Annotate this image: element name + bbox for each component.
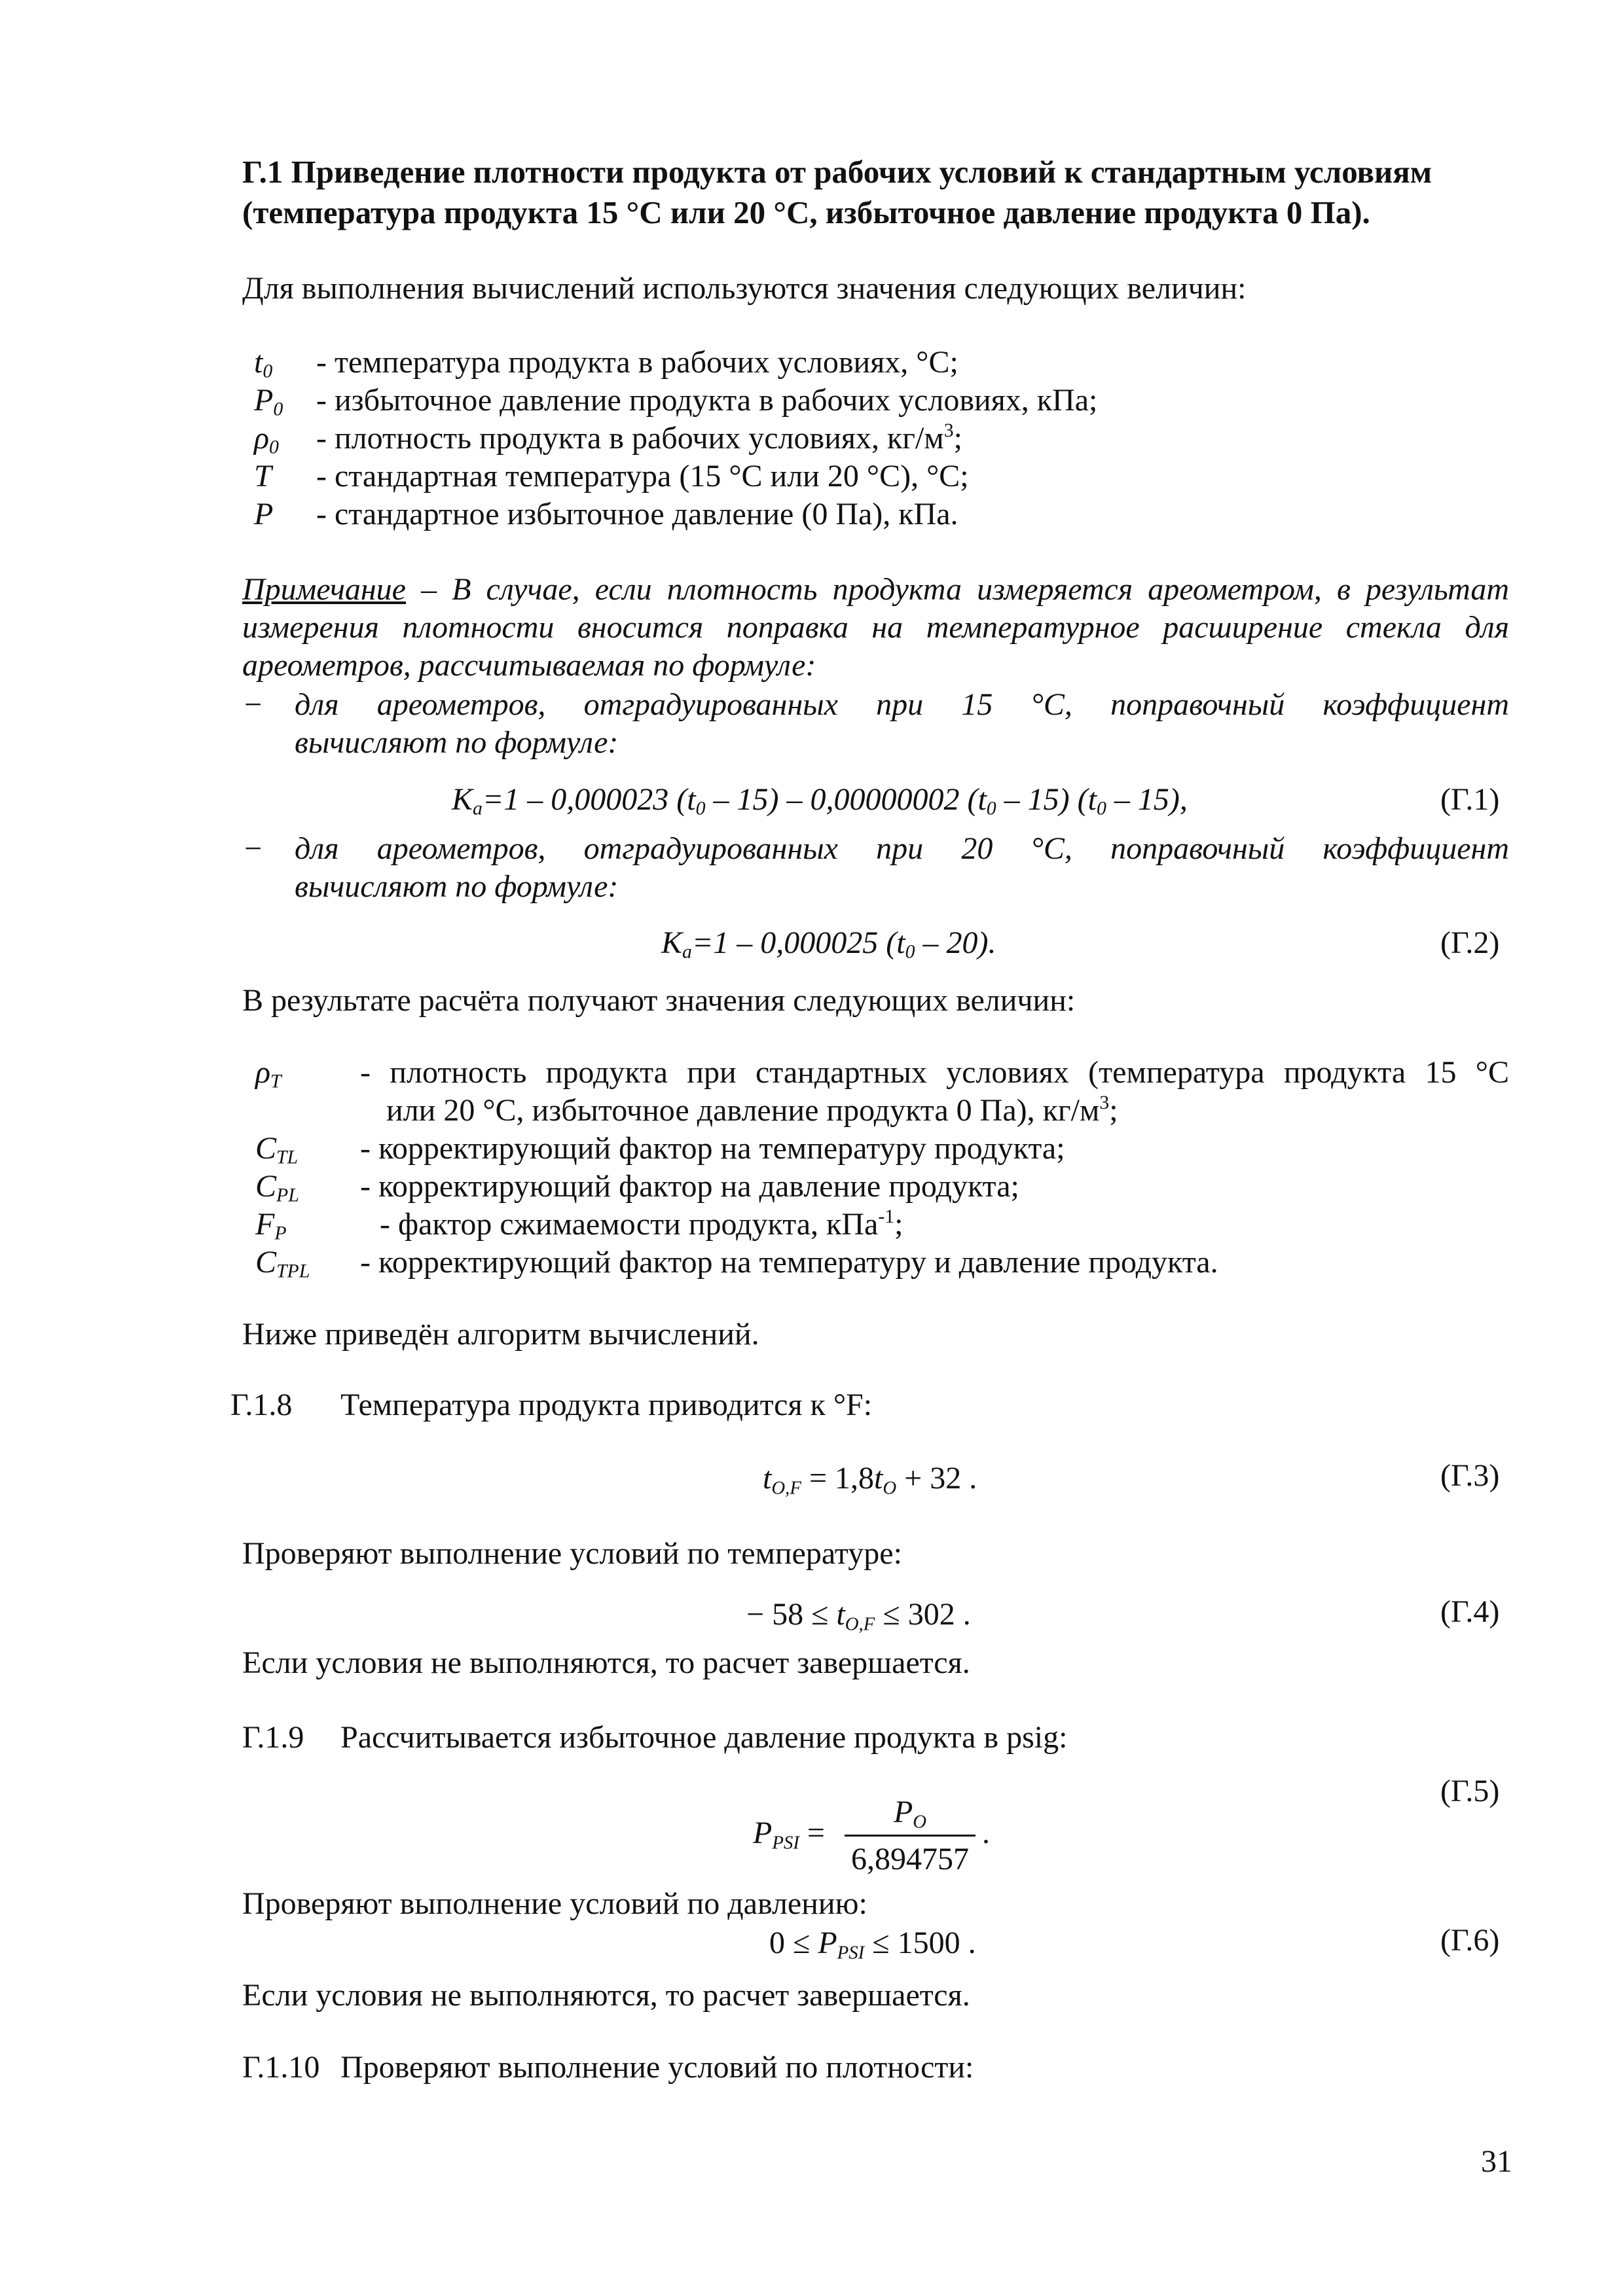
symbol-description: - плотность продукта в рабочих условиях, $кг/м^3$; [316, 420, 962, 456]
equation-g3: $t_{O,F} = 1,8t_O + 32$ . [763, 1461, 977, 1499]
equation-number: (Г.4) [1440, 1594, 1500, 1629]
bullet-2-line-2: вычисляют по формуле: [295, 869, 619, 904]
result-symbol-ctpl: $C_{TPL}$ [255, 1245, 310, 1282]
equation-number: (Г.3) [1440, 1458, 1500, 1493]
symbol-description: - температура продукта в рабочих условиях, °С; [316, 345, 958, 380]
note-label: Примечание [242, 572, 406, 607]
equation-g5-lhs: $P_{PSI}$ = [753, 1816, 825, 1854]
symbol: P [254, 497, 274, 531]
input-row-p0 [254, 382, 1498, 420]
result-symbol-rhoT: $\rho_T$ [255, 1055, 282, 1092]
fail-text-1: Если условия не выполняются, то расчет завершается. [242, 1645, 970, 1680]
algorithm-intro: Ниже приведён алгоритм вычислений. [242, 1317, 759, 1352]
note-paragraph [242, 571, 1509, 685]
section-number-g19: Г.1.9 [242, 1720, 304, 1755]
section-number-g110: Г.1.10 [242, 2050, 320, 2085]
check-temperature-text: Проверяют выполнение условий по температуре: [242, 1536, 902, 1571]
section-text-g18: Температура продукта приводится к °F: [340, 1388, 873, 1422]
fraction-numerator: $P_O$ [845, 1793, 976, 1837]
bullet-1-line-2: вычисляют по формуле: [295, 725, 619, 760]
symbol: $\rho_0$ [254, 421, 279, 458]
equation-number: (Г.5) [1440, 1774, 1500, 1808]
input-row-t0 [254, 344, 1498, 382]
result-symbol-ctl: $C_{TL}$ [255, 1131, 299, 1168]
equation-g6: $0 \le P_{PSI} \le 1500$ . [769, 1926, 976, 1964]
equation-g5-dot: . [982, 1816, 990, 1850]
symbol: $t_0$ [254, 345, 273, 382]
equation-g2: $K_a=1 - 0,000025$ $(t_0 - 20)$. [661, 925, 996, 963]
note-text: – В случае, если плотность продукта измеряется ареометром, в результат измерения плотности вносится поправка на температурное расширение стекла для ареометров, рассчитываемая по формуле: [242, 572, 1509, 683]
equation-number: (Г.1) [1440, 782, 1500, 817]
result-desc-fp: - фактор сжимаемости продукта, кПа$^{-1}$; [380, 1206, 903, 1242]
result-symbol-fp: $F_P$ [255, 1207, 287, 1244]
symbol-description: - стандартное избыточное давление (0 Па), кПа. [316, 497, 958, 531]
section-heading [242, 152, 1509, 233]
result-desc-rhoT-line-1: - плотность продукта при стандартных условиях (температура продукта 15 °С [360, 1055, 1509, 1090]
symbol: $P_0$ [254, 383, 283, 420]
equation-g1: $K_a=1 - 0,000023$ $(t_0 - 15) - 0,00000002$ $(t_0 - 15)$ $(t_0 - 15)$, [452, 782, 1188, 819]
result-desc-ctl: - корректирующий фактор на температуру продукта; [360, 1131, 1065, 1166]
input-row-P [254, 495, 1498, 533]
fraction-denominator: 6,894757 [851, 1842, 969, 1877]
input-row-T [254, 457, 1498, 495]
fail-text-2: Если условия не выполняются, то расчет завершается. [242, 1978, 970, 2013]
symbol: T [254, 459, 272, 493]
symbol-description: - избыточное давление продукта в рабочих условиях, кПа; [316, 383, 1098, 418]
check-pressure-text: Проверяют выполнение условий по давлению: [242, 1886, 867, 1921]
section-text-g19: Рассчитывается избыточное давление продукта в psig: [340, 1720, 1068, 1755]
heading-line-1: Г.1 Приведение плотности продукта от рабочих условий к стандартным условиям [242, 154, 1432, 190]
bullet-dash: − [242, 687, 264, 722]
result-desc-ctpl: - корректирующий фактор на температуру и давление продукта. [360, 1245, 1218, 1280]
result-symbol-cpl: $C_{PL}$ [255, 1169, 299, 1206]
equation-number: (Г.6) [1440, 1923, 1500, 1958]
symbol-description: - стандартная температура (15 °С или 20 °С), °С; [316, 459, 969, 493]
bullet-dash: − [242, 831, 264, 866]
section-text-g110: Проверяют выполнение условий по плотности: [340, 2050, 974, 2085]
result-desc-cpl: - корректирующий фактор на давление продукта; [360, 1169, 1019, 1204]
section-number-g18: Г.1.8 [230, 1388, 293, 1422]
bullet-2-line-1: для ареометров, отградуированных при 20 °С, поправочный коэффициент [295, 831, 1509, 866]
intro-text: Для выполнения вычислений используются значения следующих величин: [242, 271, 1247, 306]
page-number: 31 [1481, 2144, 1512, 2179]
heading-line-2: (температура продукта 15 °С или 20 °С, избыточное давление продукта 0 Па). [242, 194, 1370, 230]
equation-g4: − $58 \le t_{O,F} \le 302$ . [746, 1597, 971, 1635]
equation-number: (Г.2) [1440, 925, 1500, 960]
input-row-rho0 [254, 420, 1498, 457]
equation-g5-fraction [845, 1793, 976, 1878]
bullet-1-line-1: для ареометров, отградуированных при 15 °С, поправочный коэффициент [295, 687, 1509, 722]
result-intro: В результате расчёта получают значения следующих величин: [242, 983, 1076, 1018]
result-desc-rhoT-line-2: или 20 °С, избыточное давление продукта 0 Па), $кг/м^3$; [386, 1092, 1118, 1128]
